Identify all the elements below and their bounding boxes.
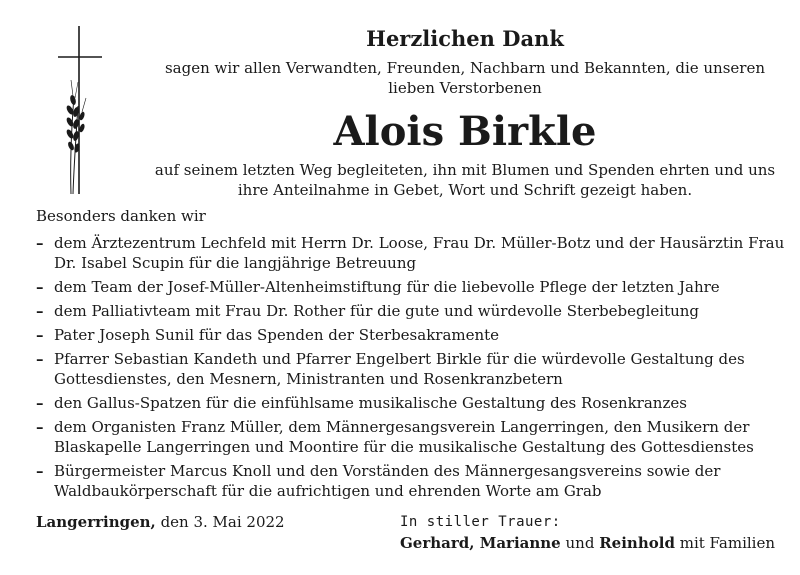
family-suffix: mit Familien [679,534,776,552]
thanks-list [36,233,796,505]
list-item [36,417,796,457]
bullet-dash: – [36,394,44,412]
list-item [36,349,796,389]
list-item-text: den Gallus-Spatzen für die einfühlsame musikalische Gestaltung des Rosenkranzes [54,394,687,412]
list-item [36,325,796,345]
place: Langerringen, [36,513,156,531]
bullet-dash: – [36,302,44,320]
bullet-dash: – [36,462,44,480]
bullet-dash: – [36,350,44,368]
list-item-text: Pater Joseph Sunil für das Spenden der Sterbesakramente [54,326,500,344]
list-item [36,277,796,297]
list-item-text: dem Ärztezentrum Lechfeld mit Herrn Dr. Loose, Frau Dr. Müller-Botz und der Hausärztin Frau Dr. Isabel Scupin für die langjährige Betreuung [54,234,785,272]
bullet-dash: – [36,234,44,252]
bullet-dash: – [36,418,44,436]
date: den 3. Mai 2022 [160,513,285,531]
list-item-text: Pfarrer Sebastian Kandeth und Pfarrer Engelbert Birkle für die würdevolle Gestaltung des Gottesdienstes, den Mesnern, Ministranten und Rosenkranzbetern [54,350,745,388]
list-item-text: dem Palliativteam mit Frau Dr. Rother für die gute und würdevolle Sterbebegleitung [54,302,700,320]
list-item [36,301,796,321]
thanks-intro: Besonders danken wir [36,207,206,225]
intro-text: sagen wir allen Verwandten, Freunden, Nachbarn und Bekannten, die unseren lieben Verstorbenen [164,59,766,97]
mourning-label: In stiller Trauer: [400,514,561,530]
list-item-text: dem Team der Josef-Müller-Altenheimstiftung für die liebevolle Pflege der letzten Jahre [54,278,720,296]
family-name-1: Gerhard, Marianne [400,534,561,552]
bullet-dash: – [36,326,44,344]
deceased-name: Alois Birkle [333,108,597,155]
cross-with-wheat-icon [52,24,108,196]
mourners [400,512,775,554]
list-item-text: dem Organisten Franz Müller, dem Männergesangsverein Langerringen, den Musikern der Blaskapelle Langerringen und Moontire für die musikalische Gestaltung des Gottesdienstes [54,418,754,456]
place-date [36,512,285,532]
family-connector: und [565,534,595,552]
list-item [36,233,796,273]
family-name-2: Reinhold [599,534,675,552]
list-item [36,393,796,413]
page-title: Herzlichen Dank [366,26,564,51]
tribute-text: auf seinem letzten Weg begleiteten, ihn mit Blumen und Spenden ehrten und uns ihre Anteilnahme in Gebet, Wort und Schrift gezeigt haben. [154,161,776,199]
family-names [400,533,775,554]
bullet-dash: – [36,278,44,296]
list-item-text: Bürgermeister Marcus Knoll und den Vorständen des Männergesangsvereins sowie der Waldbaukörperschaft für die aufrichtigen und ehrenden Worte am Grab [54,462,721,500]
list-item [36,461,796,501]
